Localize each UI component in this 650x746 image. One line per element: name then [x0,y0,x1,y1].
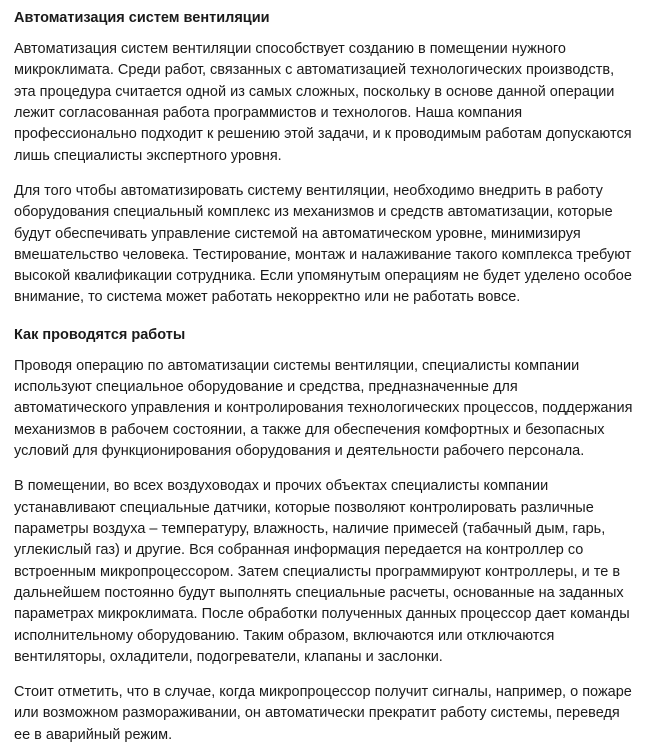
article-title: Автоматизация систем вентиляции [14,10,270,26]
section-heading: Как проводятся работы [14,326,186,343]
paragraph: Для того чтобы автоматизировать систему вентиляции, необходимо внедрить в работу оборудования специальный комплекс из механизмов и средств автоматизации, которые будут обеспечивать управление системой на автоматическом уровне, минимизируя вмешательство человека. Тестирование, монтаж и налаживание такого комплекса требуют высокой квалификации сотрудника. Если упомянутым операциям не будет уделено особое внимание, то система может работать некорректно или не работать вовсе. [14,182,632,306]
paragraph: Стоит отметить, что в случае, когда микропроцессор получит сигналы, например, о пожаре или возможном размораживании, он автоматически прекратит работу системы, переведя ее в аварийный режим. [14,684,632,743]
paragraph: Проводя операцию по автоматизации системы вентиляции, специалисты компании используют специальное оборудование и средства, предназначенные для автоматического управления и контролирования технологических процессов, поддержания механизмов в рабочем состоянии, а также для обеспечения комфортных и безопасных условий для функционирования оборудования и деятельности рабочего персонала. [14,357,633,460]
paragraph: В помещении, во всех воздуховодах и прочих объектах специалисты компании устанавливают специальные датчики, которые позволяют контролировать различные параметры воздуха – температуру, влажность, наличие примесей (табачный дым, гарь, углекислый газ) и другие. Вся собранная информация передается на контроллер со встроенным микропроцессором. Затем специалисты программируют контроллеры, и те в дальнейшем постоянно будут выполнять специальные расчеты, основанные на заданных параметрах микроклимата. После обработки полученных данных процессор дает команды исполнительному оборудованию. Таким образом, включаются или отключаются вентиляторы, охладители, подогреватели, клапаны и заслонки. [14,478,630,665]
paragraph: Автоматизация систем вентиляции способствует созданию в помещении нужного микроклимата. Среди работ, связанных с автоматизацией технологических производств, эта процедура считается одной из самых сложных, поскольку в основе данной операции лежит согласованная работа программистов и технологов. Наша компания профессионально подходит к решению этой задачи, и к проводимым работам допускаются лишь специалисты экспертного уровня. [14,41,632,164]
